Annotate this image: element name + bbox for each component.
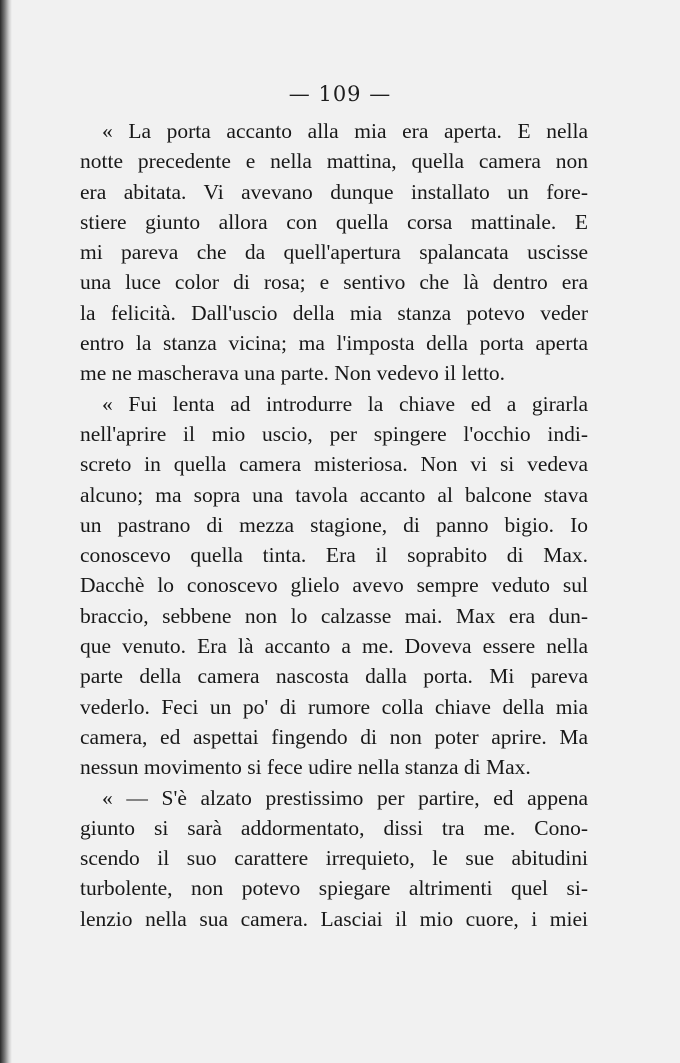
- text-line: lenzio nella sua camera. Lasciai il mio cuore, i miei: [80, 906, 588, 931]
- text-line: screto in quella camera misteriosa. Non vi si vedeva: [80, 452, 588, 477]
- text-line: braccio, sebbene non lo calzasse mai. Max era dun-: [80, 603, 588, 628]
- text-line: parte della camera nascosta dalla porta. Mi pareva: [80, 664, 588, 689]
- text-line: la felicità. Dall'uscio della mia stanza potevo veder: [80, 300, 588, 325]
- text-line: nessun movimento si fece udire nella stanza di Max.: [80, 755, 531, 780]
- text-line: mi pareva che da quell'apertura spalancata uscisse: [80, 240, 588, 265]
- text-line: entro la stanza vicina; ma l'imposta della porta aperta: [80, 331, 588, 356]
- text-line: vederlo. Feci un po' di rumore colla chiave della mia: [80, 694, 588, 719]
- text-line: turbolente, non potevo spiegare altrimenti quel si-: [80, 876, 588, 901]
- body-text: [80, 116, 588, 934]
- text-line: un pastrano di mezza stagione, di panno bigio. Io: [80, 512, 588, 537]
- text-line: « Fui lenta ad introdurre la chiave ed a girarla: [102, 391, 588, 416]
- page-number: — 109 —: [288, 82, 392, 106]
- text-line: una luce color di rosa; e sentivo che là dentro era: [80, 270, 588, 295]
- text-line: era abitata. Vi avevano dunque installato un fore-: [80, 179, 588, 204]
- text-line: « La porta accanto alla mia era aperta. E nella: [102, 119, 588, 143]
- text-line: alcuno; ma sopra una tavola accanto al balcone stava: [80, 482, 588, 507]
- text-line: giunto si sarà addormentato, dissi tra me. Cono-: [80, 815, 588, 840]
- text-line: scendo il suo carattere irrequieto, le sue abitudini: [80, 846, 588, 871]
- text-line: notte precedente e nella mattina, quella camera non: [80, 149, 588, 174]
- page-spine-shadow: [0, 0, 12, 1063]
- text-line: que venuto. Era là accanto a me. Doveva essere nella: [80, 634, 588, 659]
- text-line: Dacchè lo conoscevo glielo avevo sempre veduto sul: [80, 573, 588, 598]
- text-line: camera, ed aspettai fingendo di non poter aprire. Ma: [80, 724, 588, 749]
- text-line: stiere giunto allora con quella corsa mattinale. E: [80, 209, 588, 234]
- text-line: nell'aprire il mio uscio, per spingere l'occhio indi-: [80, 421, 588, 446]
- text-line: « — S'è alzato prestissimo per partire, ed appena: [102, 785, 588, 810]
- text-line: me ne mascherava una parte. Non vedevo il letto.: [80, 361, 506, 386]
- text-line: conoscevo quella tinta. Era il soprabito di Max.: [80, 543, 588, 568]
